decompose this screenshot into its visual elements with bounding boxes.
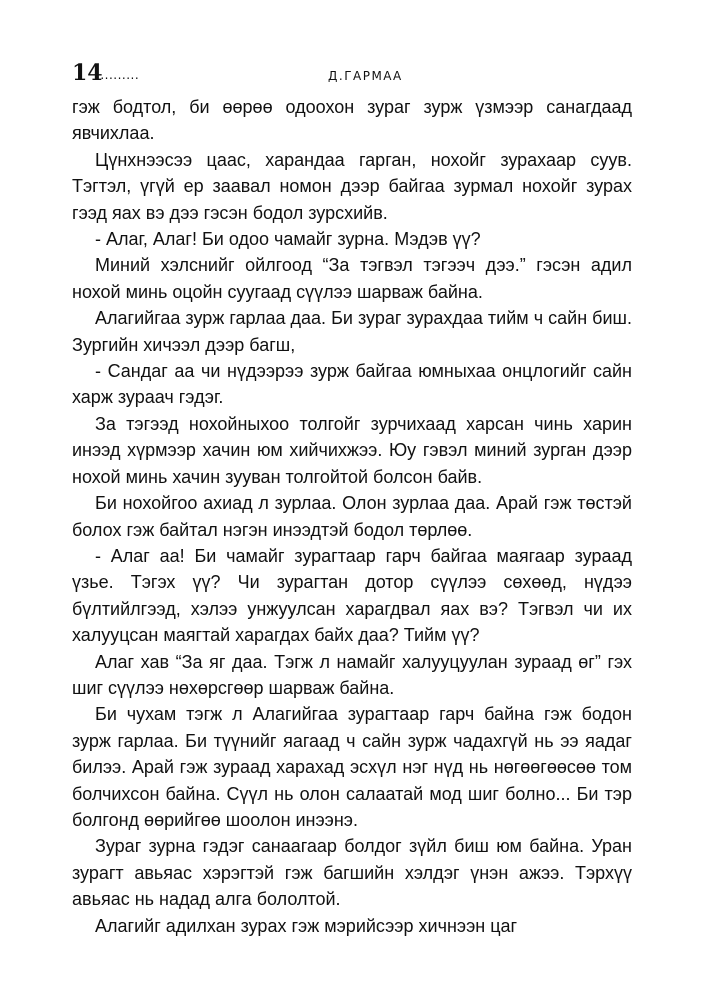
dialogue-paragraph: - Алаг, Алаг! Би одоо чамайг зурна. Мэдэв үү? bbox=[95, 229, 481, 250]
page-number: 14 bbox=[72, 60, 103, 86]
paragraph: За тэгээд нохойныхоо толгойг зурчихаад харсан чинь харин инээд хүрмээр хачин юм хийчихжээ. Юу гэвэл миний зурган дээр нохой минь хачин зууван толгойтой болсон байв. bbox=[72, 413, 632, 487]
paragraph: Би чухам тэгж л Алагийгаа зурагтаар гарч байна гэж бодон зурж гарлаа. Би түүнийг яагаад ч сайн зурж чадахгүй нь ээ яадаг билээ. Арай гэж зураад харахад эсхүл нэг нүд нь нөгөөгөөсөө том болчихсон байна. Сүүл нь олон салаатай мод шиг болно... Би тэр болгонд өөрийгөө шоолон инээнэ. bbox=[72, 704, 632, 830]
author-name: Д.ГАРМАА bbox=[328, 69, 403, 83]
running-header bbox=[72, 58, 632, 88]
paragraph: Зураг зурна гэдэг санаагаар болдог зүйл биш юм байна. Уран зурагт авьяас хэрэгтэй гэж багшийн хэлдэг үнэн ажээ. Тэрхүү авьяас нь надад алга бололтой. bbox=[72, 836, 632, 910]
dialogue-paragraph: - Сандаг аа чи нүдээрээ зурж байгаа юмныхаа онцлогийг сайн харж зураач гэдэг. bbox=[72, 361, 632, 408]
page-number-dots: .......... bbox=[96, 68, 140, 82]
paragraph: Би нохойгоо ахиад л зурлаа. Олон зурлаа даа. Арай гэж төстэй болох гэж байтал нэгэн инээдтэй бодол төрлөө. bbox=[72, 493, 632, 540]
dialogue-paragraph: - Алаг аа! Би чамайг зурагтаар гарч байгаа маягаар зураад үзье. Тэгэх үү? Чи зурагтан дотор сүүлээ сөхөөд, нүдээ бүлтийлгээд, хэлээ унжуулсан харагдвал яах вэ? Тэгвэл чи их халууцсан маягтай харагдах байх даа? Тийм үү? bbox=[72, 545, 632, 646]
paragraph: гэж бодтол, би өөрөө одоохон зураг зурж үзмээр санагдаад явчихлаа. bbox=[72, 97, 632, 144]
paragraph: Миний хэлснийг ойлгоод “За тэгвэл тэгээч дээ.” гэсэн адил нохой минь оцойн суугаад сүүлээ шарваж байна. bbox=[72, 255, 632, 302]
paragraph: Цүнхнээсээ цаас, харандаа гарган, нохойг зурахаар суув. Тэгтэл, үгүй ер заавал номон дээр байгаа зурмал нохойг зурах гээд яах вэ дээ гэсэн бодол зурсхийв. bbox=[72, 149, 632, 223]
body-text bbox=[72, 94, 632, 939]
paragraph: Алаг хав “За яг даа. Тэгж л намайг халууцуулан зураад өг” гэх шиг сүүлээ нөхөрсгөөр шарваж байна. bbox=[72, 651, 632, 698]
paragraph: Алагийг адилхан зурах гэж мэрийсээр хичнээн цаг bbox=[95, 915, 518, 936]
paragraph: Алагийгаа зурж гарлаа даа. Би зураг зурахдаа тийм ч сайн биш. Зургийн хичээл дээр багш, bbox=[72, 308, 632, 355]
